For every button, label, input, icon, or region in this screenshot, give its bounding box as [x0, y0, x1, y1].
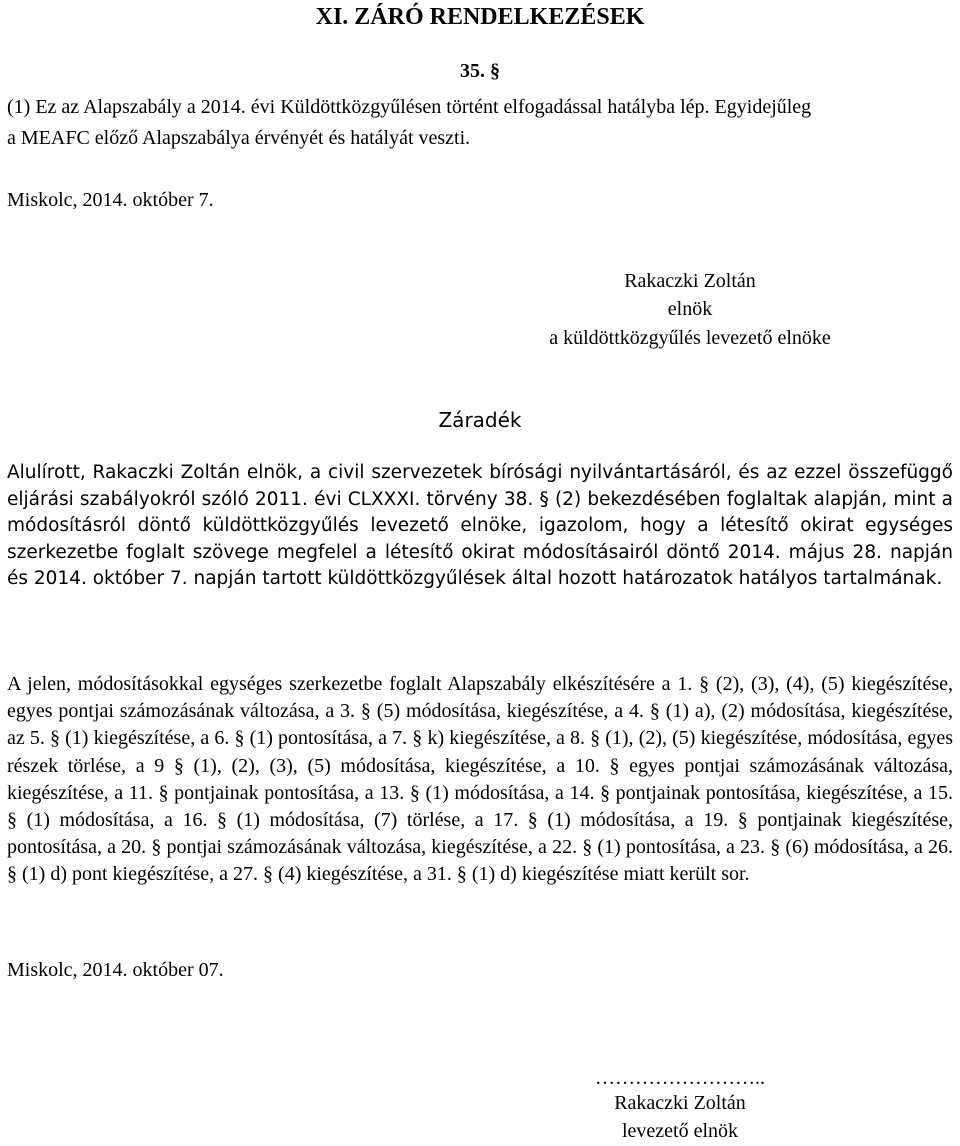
- place-date-1: Miskolc, 2014. október 7.: [7, 189, 214, 211]
- amendments-text: A jelen, módosításokkal egységes szerkezetbe foglalt Alapszabály elkészítésére a 1. § (2), (3), (4), (5) kiegészítése, egyes pontjai számozásának változása, a 3. § (5) módosítása, kiegészítése, a 4. § (1) a), (2) módosítása, kiegészítése, az 5. § (1) kiegészítése, a 6. § (1) pontosítása, a 7. § k) kiegészítése, a 8. § (1), (2), (5) kiegészítése, módosítása, egyes részek törlése, a 9 § (1), (2), (3), (5) módosítása, kiegészítése, a 10. § egyes pontjai számozásának változása, kiegészítése, a 11. § pontjainak pontosítása, a 13. § (1) módosítása, a 14. § pontjainak pontosítása, kiegészítése, a 15. § (1) módosítása, a 16. § (1) módosítása, (7) törlése, a 17. § (1) módosítása, a 19. § pontjainak kiegészítése, pontosítása, a 20. § pontjai számozásának változása, kiegészítése, a 22. § (1) pontosítása, a 23. § (6) módosítása, a 26. § (1) d) pont kiegészítése, a 27. § (4) kiegészítése, a 31. § (1) d) kiegészítése miatt került sor.: [7, 673, 953, 886]
- signature-1-name: Rakaczki Zoltán: [624, 270, 756, 292]
- paragraph-1-line-1: (1) Ez az Alapszabály a 2014. évi Küldöttközgyűlésen történt elfogadással hatályba lép. Egyidejűleg: [7, 96, 812, 118]
- signature-line: ……………………..: [595, 1067, 765, 1089]
- clause-title: Záradék: [438, 408, 522, 432]
- section-number: 35. §: [460, 60, 500, 82]
- chapter-title: XI. ZÁRÓ RENDELKEZÉSEK: [315, 4, 645, 30]
- clause-text: Alulírott, Rakaczki Zoltán elnök, a civil szervezetek bírósági nyilvántartásáról, és az ezzel összefüggő eljárási szabályokról szóló 2011. évi CLXXXI. törvény 38. § (2) bekezdésében foglaltak alapján, mint a módosításról döntő küldöttközgyűlés levezető elnöke, igazolom, hogy a létesítő okirat egységes szerkezetbe foglalt szövege megfelel a létesítő okirat módosításairól döntő 2014. május 28. napján és 2014. október 7. napján tartott küldöttközgyűlések által hozott határozatok hatályos tartalmának.: [7, 462, 953, 589]
- signature-1-capacity: a küldöttközgyűlés levezető elnöke: [549, 327, 831, 349]
- signature-2-role: levezető elnök: [621, 1120, 739, 1142]
- paragraph-1-line-2: a MEAFC előző Alapszabálya érvényét és hatályát veszti.: [7, 127, 471, 149]
- signature-2-name: Rakaczki Zoltán: [614, 1092, 746, 1114]
- place-date-2: Miskolc, 2014. október 07.: [7, 959, 224, 981]
- signature-1-role: elnök: [667, 298, 713, 320]
